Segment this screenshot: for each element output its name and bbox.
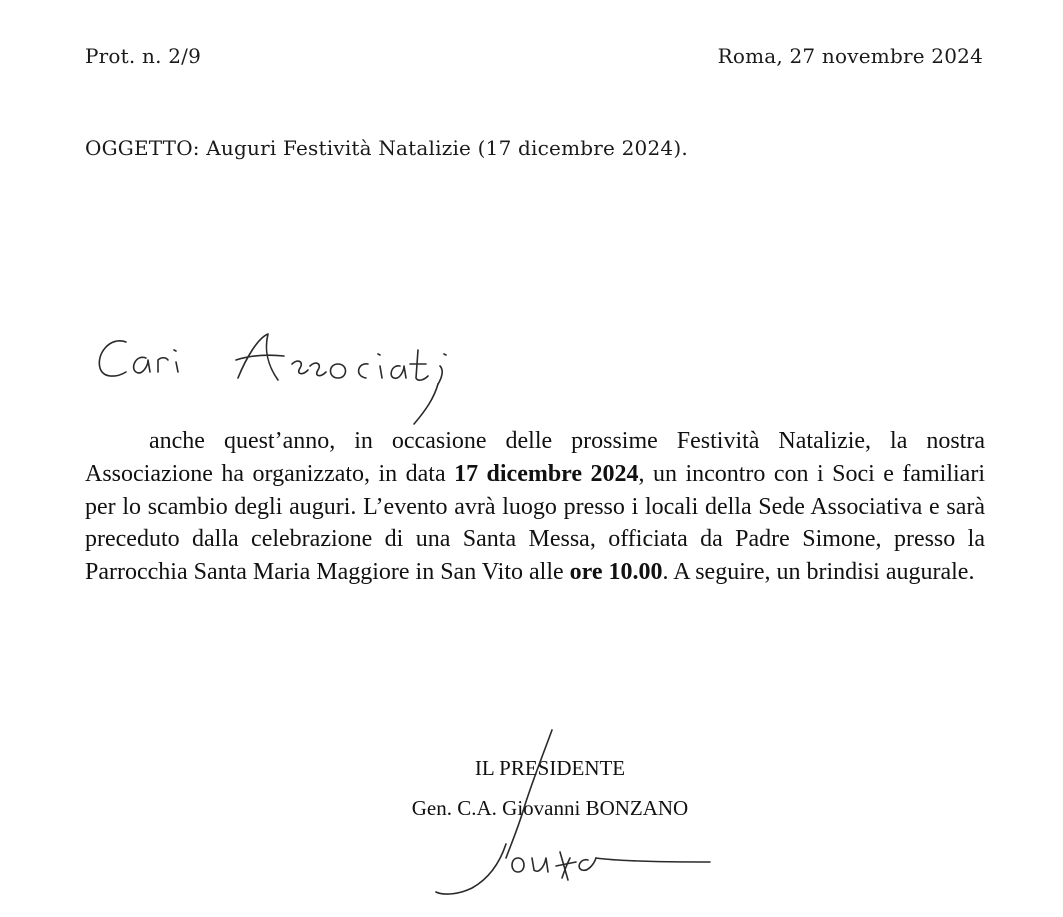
place-date: Roma, 27 novembre 2024	[717, 44, 983, 68]
protocol-number: Prot. n. 2/9	[85, 44, 201, 68]
handwritten-salutation	[88, 320, 608, 430]
event-time: ore 10.00	[569, 559, 663, 586]
event-date: 17 dicembre 2024	[454, 460, 639, 487]
body-paragraph	[85, 425, 985, 589]
letter-body	[85, 425, 985, 589]
signatory-name: Gen. C.A. Giovanni BONZANO	[411, 796, 689, 820]
body-text-part3: . A seguire, un brindisi augurale.	[662, 559, 975, 586]
signature-block	[340, 750, 760, 826]
subject-line: OGGETTO: Auguri Festività Natalizie (17 dicembre 2024).	[85, 136, 688, 160]
body-text-part1: anche quest’anno, in occasione delle prossime Festività Natalizie, la nostra Associazione ha organizzato, in data	[85, 428, 985, 487]
body-text-part2: , un incontro con i Soci e familiari per lo scambio degli auguri. L’evento avrà luogo presso i locali della Sede Associativa e sarà preceduto dalla celebrazione di una Santa Messa, officiata da Padre Simone, presso la Parrocchia Santa Maria Maggiore in San Vito alle	[85, 460, 985, 586]
signatory-title: IL PRESIDENTE	[474, 756, 626, 780]
